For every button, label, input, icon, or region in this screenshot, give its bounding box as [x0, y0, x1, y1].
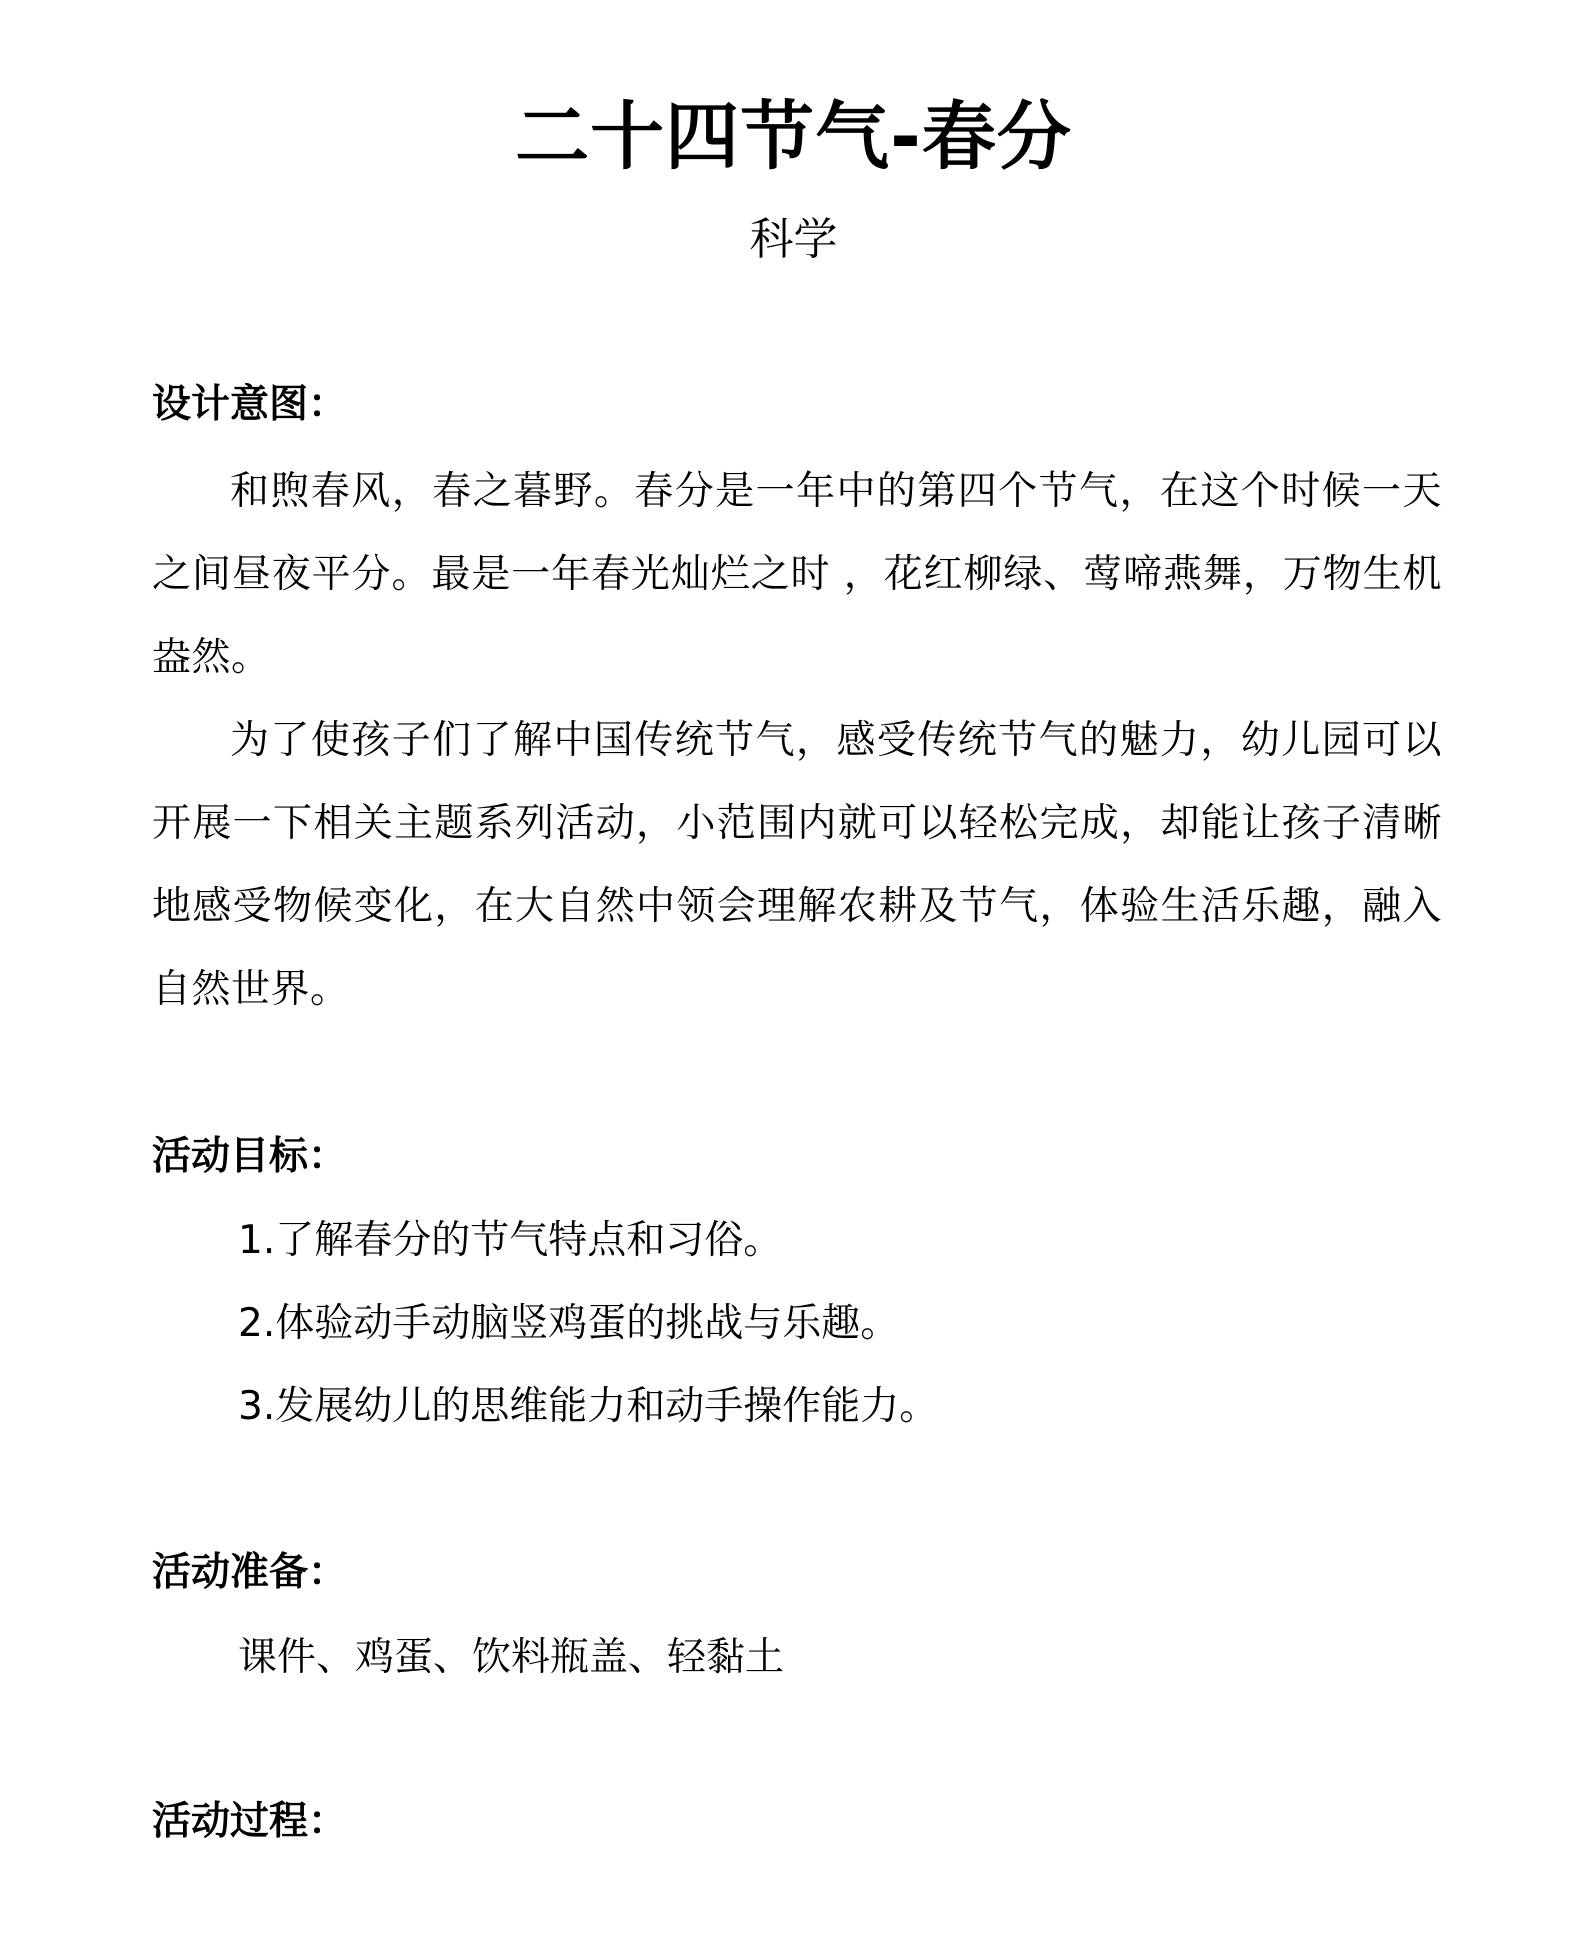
section-heading-process: 活动过程： — [152, 1799, 348, 1844]
design-intent-paragraph-1: 和煦春风，春之暮野。春分是一年中的第四个节气，在这个时候一天之间昼夜平分。最是一年春光灿烂之时 ，花红柳绿、莺啼燕舞，万物生机盎然。 — [152, 469, 1442, 680]
document-subtitle: 科学 — [749, 214, 838, 265]
section-heading-goals: 活动目标： — [152, 1134, 348, 1179]
goals-list — [238, 1199, 938, 1448]
goal-item: 2.体验动手动脑竖鸡蛋的挑战与乐趣。 — [238, 1301, 900, 1346]
design-intent-paragraph-2: 为了使孩子们了解中国传统节气，感受传统节气的魅力，幼儿园可以开展一下相关主题系列活动，小范围内就可以轻松完成，却能让孩子清晰地感受物候变化，在大自然中领会理解农耕及节气，体验生活乐趣，融入自然世界。 — [152, 718, 1442, 1012]
goal-item: 3.发展幼儿的思维能力和动手操作能力。 — [238, 1384, 939, 1429]
preparation-content: 课件、鸡蛋、饮料瓶盖、轻黏土 — [238, 1635, 785, 1680]
goal-item: 1.了解春分的节气特点和习俗。 — [238, 1218, 783, 1263]
section-heading-design-intent: 设计意图： — [152, 382, 348, 427]
preparation-list — [238, 1616, 784, 1699]
document-title: 二十四节气-春分 — [515, 94, 1072, 180]
section-heading-preparation: 活动准备： — [152, 1550, 348, 1595]
